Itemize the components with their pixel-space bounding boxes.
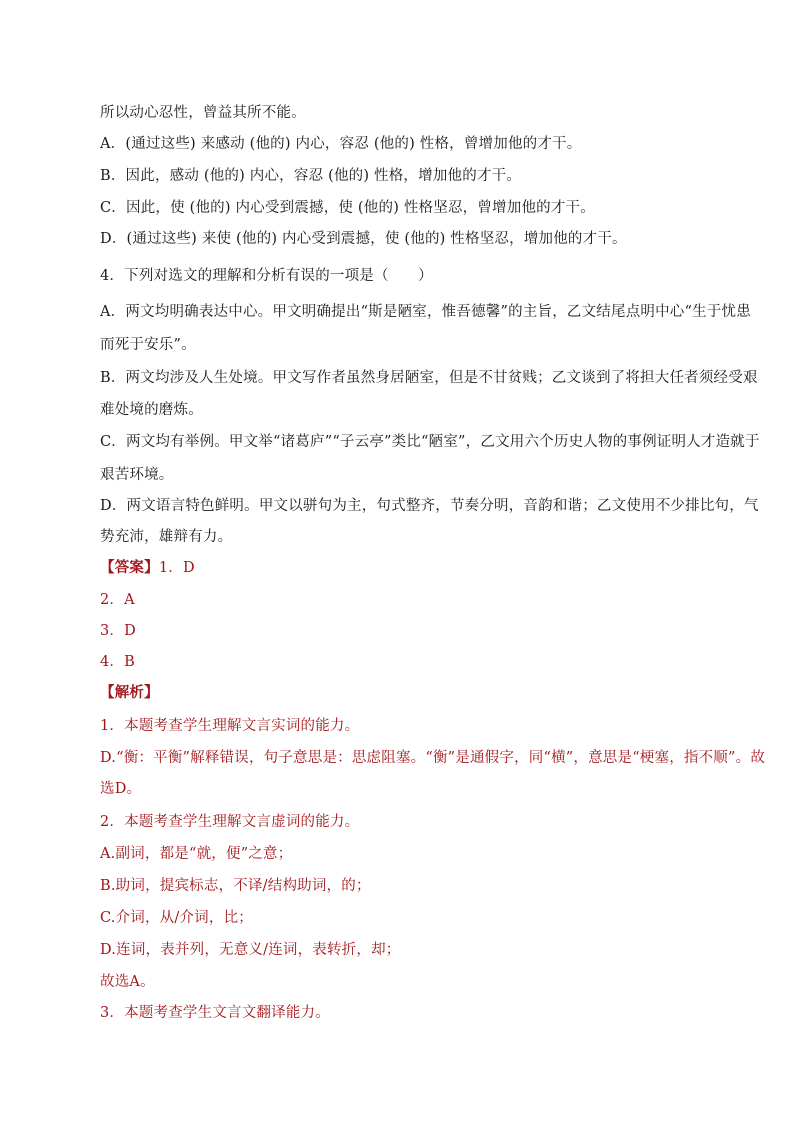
q4-option-d-cont: 势充沛，雄辩有力。 [100, 529, 233, 545]
q4-option-c: C．两文均有举例。甲文举“诸葛庐”“子云亭”类比“陋室”，乙文用六个历史人物的事例证明人才造就于 [100, 434, 760, 450]
analysis-1-detail: D.“衡：平衡”解释错误，句子意思是：思虑阻塞。“衡”是通假字，同“横”，意思是“梗塞，指不顺”。故 [100, 750, 766, 766]
analysis-2-c: C.介词，从/介词，比； [100, 910, 253, 926]
analysis-2-b: B.助词，提宾标志，不译/结构助词，的； [100, 878, 371, 894]
analysis-1-title: 1．本题考查学生理解文言实词的能力。 [100, 718, 360, 734]
analysis-1-detail-cont: 选D。 [100, 781, 142, 797]
answer-label: 【答案】 [100, 559, 159, 576]
answer-4: 4．B [100, 654, 135, 670]
analysis-3-title: 3．本题考查学生文言文翻译能力。 [100, 1005, 330, 1021]
analysis-label: 【解析】 [100, 684, 159, 701]
analysis-2-a: A.副词，都是“就，便”之意； [100, 846, 293, 862]
q4-option-a: A．两文均明确表达中心。甲文明确提出“斯是陋室，惟吾德馨”的主旨，乙文结尾点明中心“生于忧患 [100, 304, 751, 320]
answer-1: 1．D [158, 560, 195, 576]
question-4-stem: 4．下列对选文的理解和分析有误的一项是（ ） [100, 268, 433, 284]
option-d: D．(通过这些) 来使 (他的) 内心受到震撼，使 (他的) 性格坚忍，增加他的才干。 [100, 231, 627, 247]
option-c: C．因此，使 (他的) 内心受到震撼，使 (他的) 性格坚忍，曾增加他的才干。 [100, 200, 595, 216]
answer-line-1 [100, 558, 720, 578]
q4-option-c-cont: 艰苦环境。 [100, 467, 174, 483]
answer-2: 2．A [100, 592, 135, 608]
analysis-2-conclusion: 故选A。 [100, 974, 155, 990]
analysis-2-title: 2．本题考查学生理解文言虚词的能力。 [100, 814, 360, 830]
q4-option-d: D．两文语言特色鲜明。甲文以骈句为主，句式整齐，节奏分明，音韵和谐；乙文使用不少排比句，气 [100, 498, 759, 514]
option-a: A．(通过这些) 来感动 (他的) 内心，容忍 (他的) 性格，曾增加他的才干。 [100, 136, 582, 152]
option-b: B．因此，感动 (他的) 内心，容忍 (他的) 性格，增加他的才干。 [100, 168, 522, 184]
answer-3: 3．D [100, 623, 136, 639]
analysis-2-d: D.连词，表并列，无意义/连词，表转折，却； [100, 942, 401, 958]
q4-option-a-cont: 而死于安乐”。 [100, 337, 196, 353]
q4-option-b: B．两文均涉及人生处境。甲文写作者虽然身居陋室，但是不甘贫贱；乙文谈到了将担大任者须经受艰 [100, 370, 758, 386]
q4-option-b-cont: 难处境的磨炼。 [100, 402, 203, 418]
passage-line: 所以动心忍性，曾益其所不能。 [100, 105, 306, 121]
